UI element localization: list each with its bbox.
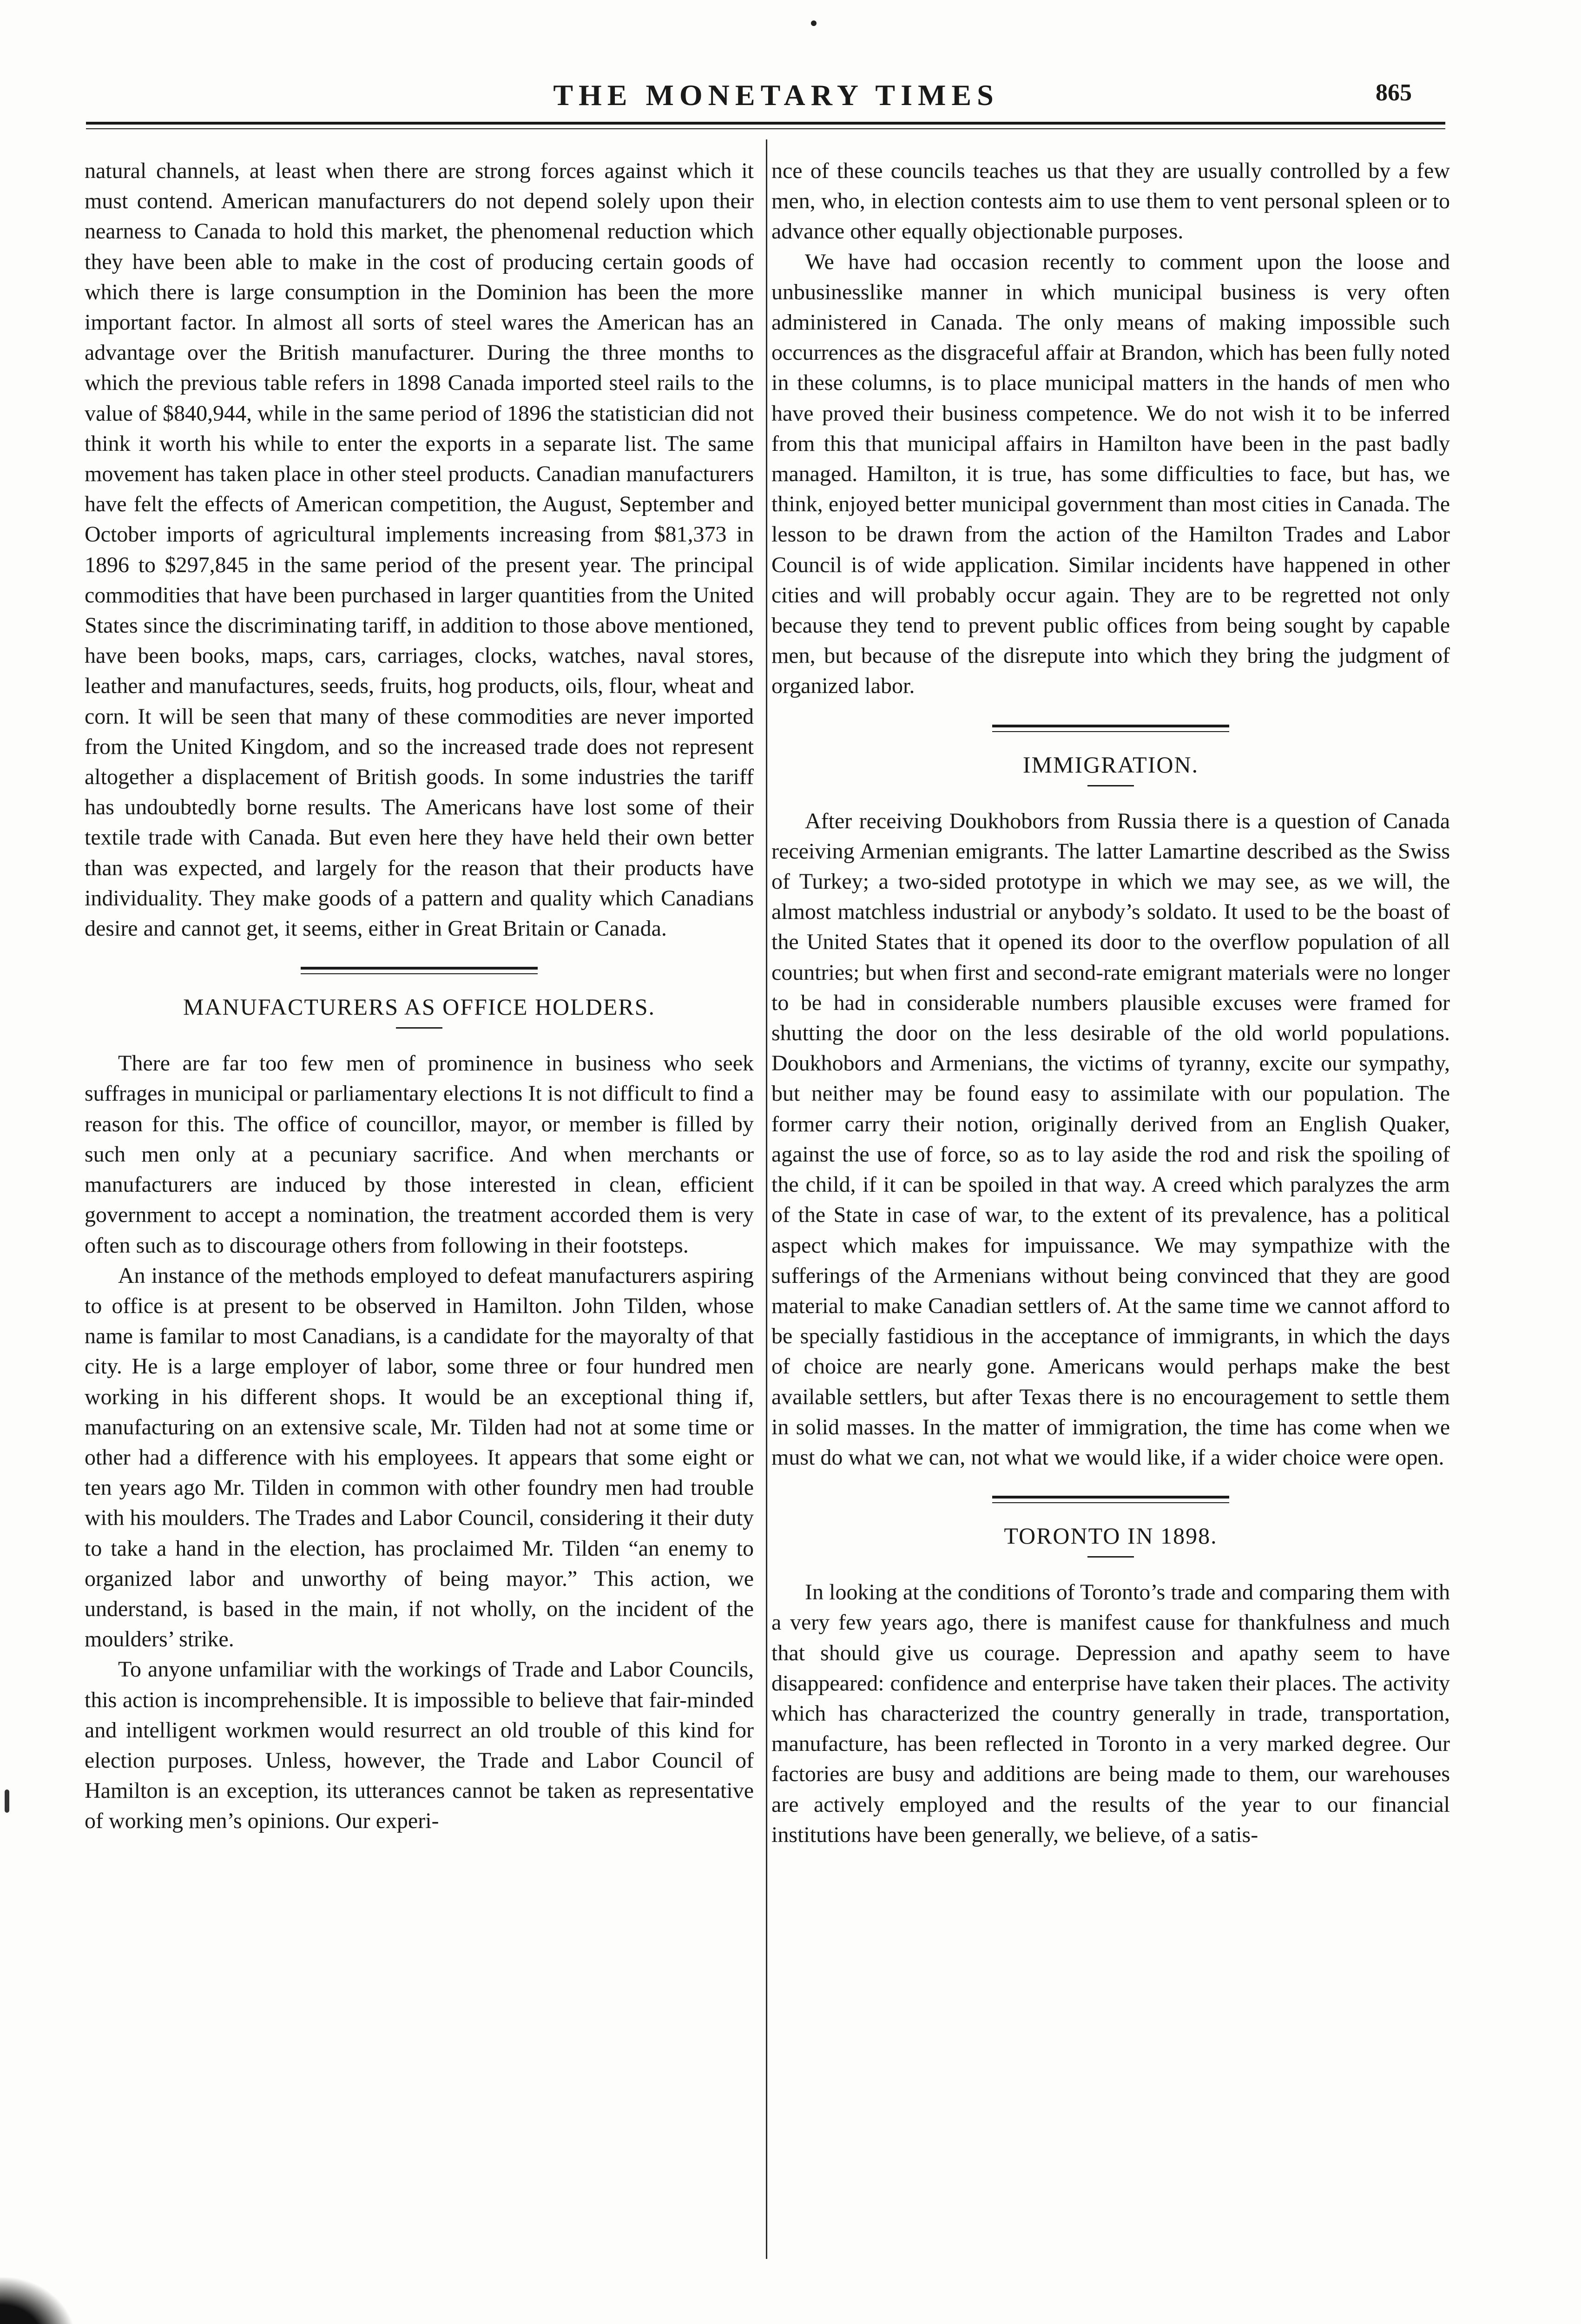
article-paragraph: We have had occasion recently to comment upon the loose and unbusinesslike manner in which municipal business is very often administered in Canada. The only means of making impossible such occurrences as the disgraceful affair at Brandon, which has been fully noted in these columns, is to place municipal matters in the hands of men who have proved their business competence. We do not wish it to be inferred from this that municipal affairs in Hamilton have been in the past badly managed. Hamilton, it is true, has some difficulties to face, but has, we think, enjoyed better municipal government than most cities in Canada. The lesson to be drawn from the action of the Hamilton Trades and Labor Council is of wide application. Similar incidents have happened in other cities and will probably occur again. They are to be regretted not only because they tend to prevent public offices from being sought by capable men, but because of the disrepute into which they bring the judgment of organized labor.: [771, 249, 1450, 699]
heading-dash: [1087, 785, 1134, 786]
page-number: 865: [1376, 79, 1412, 106]
masthead: THE MONETARY TIMES: [553, 79, 999, 112]
article-paragraph: natural channels, at least when there are strong forces against which it must contend. American manufacturers do not depend solely upon their nearness to Canada to hold this market, the phenomenal reduction which they have been able to make in the cost of producing certain goods of which there is large consumption in the Dominion has been the more important factor. In almost all sorts of steel wares the American has an advantage over the British manufacturer. During the three months to which the previous table refers in 1898 Canada imported steel rails to the value of $840,944, while in the same period of 1896 the statistician did not think it worth his while to enter the exports in a separate list. The same movement has taken place in other steel products. Canadian manufacturers have felt the effects of American competition, the August, September and October imports of agricultural implements increasing from $81,373 in 1896 to $297,845 in the same period of the present year. The principal commodities that have been purchased in larger quantities from the United States since the discriminating tariff, in addition to those above mentioned, have been books, maps, cars, carriages, clocks, watches, naval stores, leather and manufactures, seeds, fruits, hog products, oils, flour, wheat and corn. It will be seen that many of these commodities are never imported from the United Kingdom, and so the increased trade does not represent altogether a displacement of British goods. In some industries the tariff has undoubtedly borne results. The Americans have lost some of their textile trade with Canada. But even here they have held their own better than was expected, and largely for the reason that their products have individuality. They make goods of a pattern and quality which Canadians desire and cannot get, it seems, either in Great Britain or Canada.: [85, 158, 754, 941]
header-rule: [86, 122, 1445, 125]
article-paragraph: There are far too few men of prominence in business who seek suffrages in municipal or parliamentary elections It is not difficult to find a reason for this. The office of councillor, mayor, or member is filled by such men only at a pecuniary sacrifice. And when merchants or manufacturers are induced by those interested in clean, efficient government to accept a nomination, the treatment accorded them is very often such as to discourage others from following in their footsteps.: [85, 1051, 754, 1258]
margin-mark: [5, 1789, 9, 1813]
section-separator: [301, 967, 538, 974]
article-paragraph: An instance of the methods employed to defeat manufacturers aspiring to office is at present to be observed in Hamilton. John Tilden, whose name is familar to most Canadians, is a candidate for the mayoralty of that city. He is a large employer of labor, some three or four hundred men working in his different shops. It would be an exceptional thing if, manufacturing on an extensive scale, Mr. Tilden had not at some time or other had a difference with his employees. It appears that some eight or ten years ago Mr. Tilden in common with other foundry men had trouble with his moulders. The Trades and Labor Council, considering it their duty to take a hand in the election, has proclaimed Mr. Tilden “an enemy to organized labor and unworthy of being mayor.” This action, we understand, is based in the main, if not wholly, on the incident of the moulders’ strike.: [85, 1263, 754, 1652]
article-paragraph: To anyone unfamiliar with the workings of Trade and Labor Councils, this action is incomprehensible. It is impossible to believe that fair-minded and intelligent workmen would resurrect an old trouble of this kind for election purposes. Unless, however, the Trade and Labor Council of Hamilton is an exception, its utterances cannot be taken as representative of working men’s opinions. Our experi-: [85, 1657, 754, 1834]
header-rule-thin: [86, 128, 1445, 129]
section-heading: MANUFACTURERS AS OFFICE HOLDERS.: [183, 994, 656, 1020]
right-column: [771, 156, 1450, 1850]
heading-dash: [1087, 1556, 1134, 1558]
section-separator: [992, 1496, 1229, 1503]
column-divider: [766, 139, 767, 2259]
article-paragraph: nce of these councils teaches us that they are usually controlled by a few men, who, in election contests aim to use them to vent personal spleen or to advance other equally objectionable purposes.: [771, 158, 1450, 244]
article-paragraph: After receiving Doukhobors from Russia there is a question of Canada receiving Armenian emigrants. The latter Lamartine described as the Swiss of Turkey; a two-sided prototype in which we may see, as we will, the almost matchless industrial or anybody’s soldato. It used to be the boast of the United States that it opened its door to the overflow population of all countries; but when first and second-rate emigrant materials were no longer to be had in considerable numbers plausible excuses were framed for shutting the door on the less desirable of the old world populations. Doukhobors and Armenians, the victims of tyranny, excite our sympathy, but neither may be found easy to assimilate with our population. The former carry their notion, originally derived from an English Quaker, against the use of force, so as to lay aside the rod and risk the spoiling of the child, if it can be spoiled in that way. A creed which paralyzes the arm of the State in case of war, to the extent of its prevalence, has a political aspect which makes for impuissance. We may sympathize with the sufferings of the Armenians without being convinced that they are good material to make Canadian settlers of. At the same time we cannot afford to be specially fastidious in the acceptance of immigrants, in which the days of choice are nearly gone. Americans would perhaps make the best available settlers, but after Texas there is no encouragement to settle them in solid masses. In the matter of immigration, the time has come when we must do what we can, not what we would like, if a wider choice were open.: [771, 808, 1450, 1470]
section-heading: TORONTO IN 1898.: [1004, 1523, 1218, 1549]
section-heading: IMMIGRATION.: [1022, 751, 1199, 778]
section-separator: [992, 725, 1229, 732]
page-corner-shadow: [0, 2278, 74, 2324]
heading-dash: [396, 1027, 442, 1029]
article-paragraph: In looking at the conditions of Toronto’s trade and comparing them with a very few years ago, there is manifest cause for thankfulness and much that should give us courage. Depression and apathy seem to have disappeared: confidence and enterprise have taken their places. The activity which has characterized the country generally in trade, transportation, manufacture, has been reflected in Toronto in a very marked degree. Our factories are busy and additions are being made to them, our warehouses are actively employed and the results of the year to our financial institutions have been generally, we believe, of a satis-: [771, 1580, 1450, 1847]
left-column: [85, 156, 754, 1836]
ink-dot: [811, 20, 817, 26]
